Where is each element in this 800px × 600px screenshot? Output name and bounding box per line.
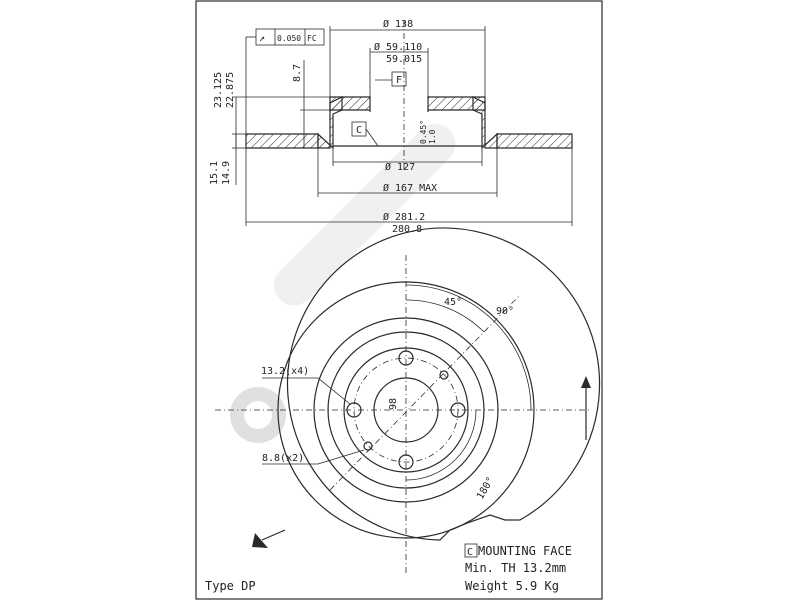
dim-height-min: 22.875 (225, 71, 236, 108)
disc-outer-rim (288, 228, 600, 540)
rotation-arrow-left (252, 530, 285, 548)
border-frame (196, 1, 602, 599)
dim-167: Ø 167 MAX (383, 183, 438, 194)
notes-block (205, 544, 572, 593)
rotation-arrow-right (581, 376, 591, 440)
flange-right (497, 134, 572, 148)
datum-c: C (356, 125, 363, 136)
mounting-face-note: MOUNTING FACE (478, 544, 572, 558)
tolerance-value: 0.050 (277, 34, 302, 43)
dim-dia-max: Ø 281.2 (383, 212, 426, 223)
runout-tolerance-frame (246, 29, 324, 134)
angle-90: 90° (496, 306, 515, 317)
bolt-holes-label: 13.2(x4) (261, 366, 310, 377)
dim-dia-min: 280.8 (392, 224, 423, 235)
brembo-watermark (230, 116, 464, 443)
pin-hole-2 (364, 442, 372, 450)
dim-bore-min: 59.015 (386, 54, 423, 65)
dim-hat-depth: 8.7 (292, 63, 303, 82)
dim-inner: Ø 127 (385, 162, 416, 173)
angle-180: 180° (475, 475, 497, 502)
mounting-face-c: C (467, 547, 474, 558)
dim-thick-min: 14.9 (221, 160, 232, 185)
runout-symbol: ↗ (259, 33, 266, 44)
dim-chamfer: 0.45° (419, 119, 428, 144)
dim-thick-max: 15.1 (209, 160, 220, 185)
pcd-label: 98 (388, 397, 399, 410)
pin-holes-label: 8.8(x2) (262, 453, 305, 464)
flange-left (246, 134, 318, 148)
dim-outer-hat: Ø 138 (383, 19, 414, 30)
type-label: Type DP (205, 579, 256, 593)
datum-f: F (396, 75, 403, 86)
dim-height-max: 23.125 (213, 71, 224, 108)
tolerance-ref: FC (307, 34, 317, 43)
min-thickness-note: Min. TH 13.2mm (465, 561, 567, 575)
dim-chamfer-2: 1.0 (428, 129, 437, 144)
angle-45: 45° (444, 297, 463, 308)
weight-note: Weight 5.9 Kg (465, 579, 559, 593)
dim-bore-max: Ø 59.110 (374, 42, 423, 53)
